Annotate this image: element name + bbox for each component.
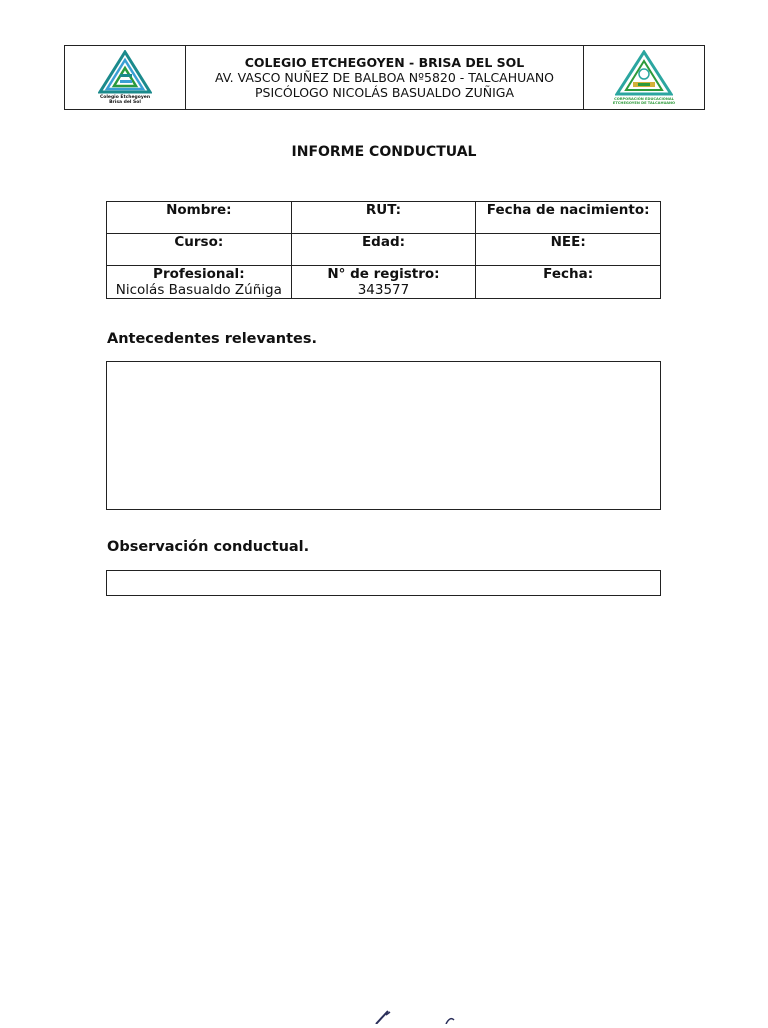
cell-curso[interactable] [107,234,292,266]
psychologist-name: PSICÓLOGO NICOLÁS BASUALDO ZUÑIGA [254,85,515,100]
document-title: INFORME CONDUCTUAL [291,144,477,160]
corporation-logo [613,50,675,105]
right-logo-cell [583,46,704,109]
cell-nombre[interactable] [107,202,292,234]
corporation-logo-caption: CORPORACIÓN EDUCACIONAL ETCHEGOYEN DE TALCAHUANO [612,96,676,105]
cell-label: RUT: [365,202,402,218]
document-header [64,45,705,110]
signature-mark [370,1008,460,1028]
left-logo-cell [65,46,186,109]
antecedentes-box[interactable] [106,361,661,510]
cell-label: Fecha de nacimiento: [486,202,650,218]
corporation-logo-icon [615,50,673,96]
cell-registro[interactable] [291,266,476,299]
observacion-title: Observación conductual. [107,539,310,555]
cell-label: Profesional: [153,266,245,282]
school-address: AV. VASCO NUÑEZ DE BALBOA Nº5820 - TALCAHUANO [214,70,555,85]
cell-profesional[interactable] [107,266,292,299]
table-row [107,234,661,266]
cell-value: 343577 [357,282,410,298]
cell-label: Fecha: [543,266,594,282]
school-logo-icon [98,50,152,94]
school-name: COLEGIO ETCHEGOYEN - BRISA DEL SOL [244,55,525,70]
cell-label: NEE: [550,234,586,250]
antecedentes-title: Antecedentes relevantes. [107,331,317,347]
cell-label: Curso: [174,234,224,250]
school-logo [98,50,152,105]
header-center [186,46,583,109]
cell-label: Edad: [361,234,406,250]
signature-mark-icon [370,1008,460,1024]
cell-label: N° de registro: [327,266,440,282]
cell-fecha-nacimiento[interactable] [476,202,661,234]
cell-value: Nicolás Basualdo Zúñiga [115,282,282,298]
school-logo-caption: Colegio Etchegoyen Brisa del Sol [99,95,151,105]
student-info-table [106,201,661,299]
cell-nee[interactable] [476,234,661,266]
observacion-box[interactable] [106,570,661,596]
cell-edad[interactable] [291,234,476,266]
cell-rut[interactable] [291,202,476,234]
table-row [107,266,661,299]
cell-label: Nombre: [166,202,232,218]
cell-fecha[interactable] [476,266,661,299]
table-row [107,202,661,234]
